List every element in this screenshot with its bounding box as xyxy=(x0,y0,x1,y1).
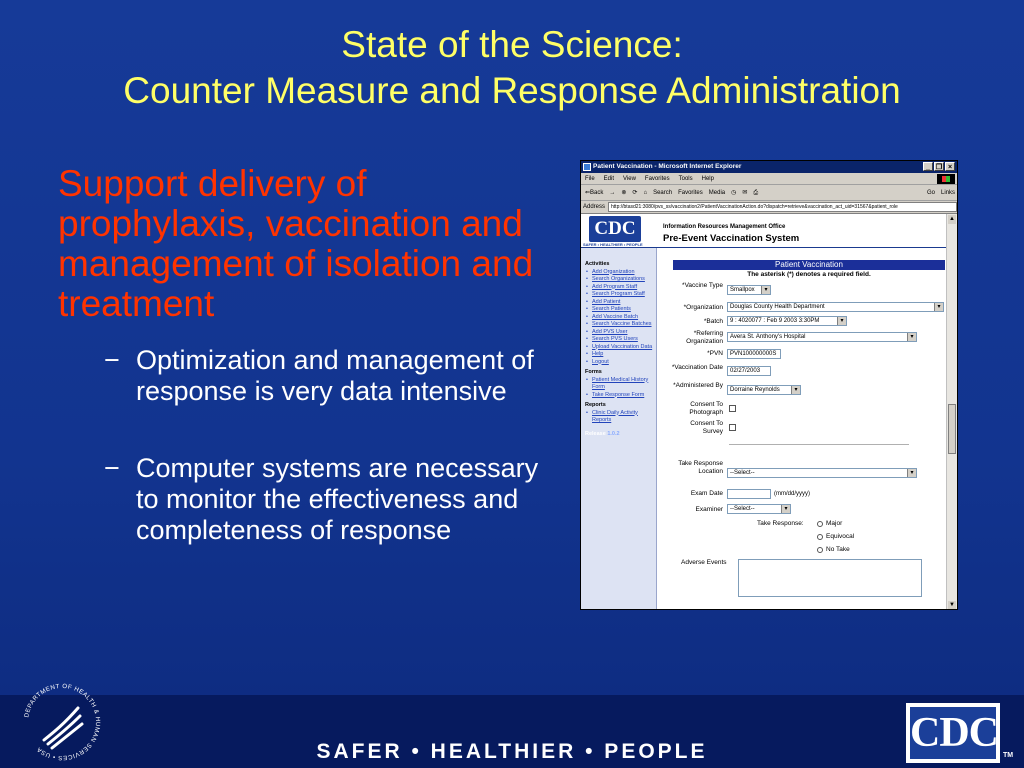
nav-heading-forms: Forms xyxy=(585,369,602,375)
nav-search-organizations[interactable]: • Search Organizations xyxy=(585,276,657,284)
page-content xyxy=(581,214,948,610)
slide-title-line-2: Counter Measure and Response Administration xyxy=(123,70,901,111)
browser-screenshot xyxy=(580,160,958,610)
pvn-input[interactable]: PVN100000000S xyxy=(727,349,781,359)
consent-survey-label: Consent To Survey xyxy=(690,420,723,435)
cdc-logo xyxy=(906,703,1000,763)
menu-favorites[interactable]: Favorites xyxy=(644,176,670,182)
nav-add-patient[interactable]: • Add Patient xyxy=(585,299,657,307)
slide-title xyxy=(0,22,1024,114)
administered-by-select[interactable]: Dorraine Reynolds ▾ xyxy=(727,385,801,395)
sub-bullet-1 xyxy=(104,345,544,445)
adverse-events-textarea[interactable] xyxy=(738,559,922,597)
sub-bullet-2 xyxy=(104,453,544,583)
slide-title-line-1: State of the Science: xyxy=(341,24,683,65)
nav-add-vaccine-batch[interactable]: • Add Vaccine Batch xyxy=(585,314,657,322)
menu-edit[interactable]: Edit xyxy=(603,176,615,182)
release-info xyxy=(585,431,657,439)
scroll-down-icon[interactable]: ▼ xyxy=(949,602,955,608)
nav-heading-reports: Reports xyxy=(585,402,606,408)
nav-take-response-form[interactable]: • Take Response Form xyxy=(585,392,657,400)
page-scrollbar[interactable] xyxy=(946,214,957,610)
nav-add-program-staff[interactable]: • Add Program Staff xyxy=(585,284,657,292)
nav-menu xyxy=(585,258,657,438)
browser-menu-bar xyxy=(581,173,957,185)
menu-tools[interactable]: Tools xyxy=(678,176,693,182)
history-icon[interactable]: ◷ xyxy=(731,190,737,196)
home-icon[interactable]: ⌂ xyxy=(643,190,648,196)
consent-photo-checkbox[interactable] xyxy=(729,405,736,412)
sub-bullet-text: Optimization and management of response is very data intensive xyxy=(136,345,534,406)
examiner-select[interactable]: --Select-- ▾ xyxy=(727,504,791,514)
exam-date-format-hint: (mm/dd/yyyy) xyxy=(774,491,810,497)
sub-bullet-dash: − xyxy=(104,453,120,483)
main-bullet: Support delivery of prophylaxis, vaccination and management of isolation and treatment xyxy=(58,163,534,324)
nav-search-program-staff[interactable]: • Search Program Staff xyxy=(585,291,657,299)
examiner-label: Examiner xyxy=(695,506,723,513)
vaccination-date-input[interactable]: 02/27/2003 xyxy=(727,366,771,376)
forward-icon[interactable]: → xyxy=(609,190,616,196)
page-header xyxy=(581,214,948,248)
required-note: The asterisk (*) denotes a required field. xyxy=(747,271,871,278)
browser-title-bar xyxy=(581,161,957,173)
cdc-tagline-small: SAFER • HEALTHIER • PEOPLE xyxy=(583,242,643,247)
nav-add-organization[interactable]: • Add Organization xyxy=(585,269,657,277)
referring-org-label: *Referring Organization xyxy=(686,330,723,345)
form-divider xyxy=(729,444,909,445)
media-button[interactable]: Media xyxy=(708,190,726,196)
stop-icon[interactable]: ⊗ xyxy=(621,190,627,196)
release-value: 1.0.2 xyxy=(607,430,620,437)
close-icon[interactable]: × xyxy=(945,162,955,171)
browser-toolbar xyxy=(581,185,957,201)
mail-icon[interactable]: ✉ xyxy=(742,190,748,196)
take-response-location-label: Take Response Location xyxy=(678,460,723,475)
scrollbar-thumb[interactable] xyxy=(948,404,956,454)
scroll-up-icon[interactable]: ▲ xyxy=(949,216,955,222)
take-response-label: Take Response: xyxy=(757,520,804,527)
consent-survey-checkbox[interactable] xyxy=(729,424,736,431)
org-name: Information Resources Management Office xyxy=(663,224,786,230)
sub-bullet-text: Computer systems are necessary to monitor the effectiveness and completeness of response xyxy=(136,453,539,545)
favorites-button[interactable]: Favorites xyxy=(678,190,703,196)
adverse-events-label: Adverse Events xyxy=(681,559,727,566)
nav-heading-activities: Activities xyxy=(585,261,610,267)
take-response-location-select[interactable]: --Select-- ▾ xyxy=(727,468,917,478)
take-response-major-label: Major xyxy=(826,520,843,527)
nav-patient-medical-history-form[interactable]: • Patient Medical History Form xyxy=(585,377,657,392)
vaccination-date-label: *Vaccination Date xyxy=(671,364,723,371)
sub-bullet-dash: − xyxy=(104,345,120,375)
menu-help[interactable]: Help xyxy=(701,176,714,182)
organization-label: *Organization xyxy=(683,304,723,311)
nav-clinic-daily-activity-reports[interactable]: • Clinic Daily Activity Reports xyxy=(585,410,657,425)
consent-photo-label: Consent To Photograph xyxy=(689,401,723,416)
nav-upload-vaccination-data[interactable]: • Upload Vaccination Data xyxy=(585,344,657,352)
minimize-icon[interactable]: _ xyxy=(923,162,933,171)
administered-by-label: *Administered By xyxy=(673,382,723,389)
batch-select[interactable]: 9 : 4020077 : Feb 9 2003 3:30PM ▾ xyxy=(727,316,847,326)
nav-search-patients[interactable]: • Search Patients xyxy=(585,306,657,314)
search-button[interactable]: Search xyxy=(653,190,673,196)
go-button[interactable]: Go xyxy=(926,190,935,196)
form-title: Patient Vaccination xyxy=(673,260,945,270)
nav-search-pvs-users[interactable]: • Search PVS Users xyxy=(585,336,657,344)
cdc-logo-small: CDC xyxy=(589,216,641,242)
take-response-equivocal-label: Equivocal xyxy=(826,533,855,540)
browser-window-title: Patient Vaccination - Microsoft Internet Explorer xyxy=(593,163,742,170)
take-response-equivocal-radio[interactable] xyxy=(817,534,823,540)
hhs-seal-text: DEPARTMENT OF HEALTH & HUMAN SERVICES • USA xyxy=(23,682,102,762)
referring-org-select[interactable]: Avera St. Anthony's Hospital ▾ xyxy=(727,332,917,342)
windows-logo-icon xyxy=(937,174,955,184)
refresh-icon[interactable]: ⟳ xyxy=(632,190,638,196)
release-label: Release xyxy=(585,430,606,437)
menu-file[interactable]: File xyxy=(585,176,595,182)
vaccine-type-label: *Vaccine Type xyxy=(682,282,723,289)
nav-add-pvs-user[interactable]: • Add PVS User xyxy=(585,329,657,337)
back-button[interactable]: ⇐Back xyxy=(585,190,604,196)
restore-icon[interactable]: ❐ xyxy=(935,164,943,171)
vaccine-type-select[interactable]: Smallpox ▾ xyxy=(727,285,771,295)
trademark-mark: TM xyxy=(1003,752,1014,759)
cdc-logo-text: CDC xyxy=(910,707,996,759)
print-icon[interactable]: ⎙ xyxy=(753,190,759,196)
address-bar xyxy=(581,201,957,214)
pvn-label: *PVN xyxy=(707,350,723,357)
nav-search-vaccine-batches[interactable]: • Search Vaccine Batches xyxy=(585,321,657,329)
nav-help[interactable]: • Help xyxy=(585,351,657,359)
address-input[interactable]: http://btasd21:3080/pvs_ss/vaccination2/PatientVaccinationAction.do?dispatch=retrieve&vaccination_act_uid=31567&patient_role xyxy=(608,202,957,212)
batch-label: *Batch xyxy=(703,318,723,325)
nav-logout[interactable]: • Logout xyxy=(585,359,657,367)
system-name: Pre-Event Vaccination System xyxy=(663,233,800,244)
exam-date-label: Exam Date xyxy=(690,490,723,497)
take-response-notake-radio[interactable] xyxy=(817,547,823,553)
ie-icon xyxy=(583,163,591,171)
links-button[interactable]: Links xyxy=(940,190,955,196)
menu-view[interactable]: View xyxy=(623,176,636,182)
address-label: Address xyxy=(583,203,606,210)
organization-select[interactable]: Douglas County Health Department ▾ xyxy=(727,302,944,312)
exam-date-input[interactable] xyxy=(727,489,771,499)
footer-tagline: SAFER • HEALTHIER • PEOPLE xyxy=(316,740,708,763)
take-response-notake-label: No Take xyxy=(826,546,850,553)
take-response-major-radio[interactable] xyxy=(817,521,823,527)
